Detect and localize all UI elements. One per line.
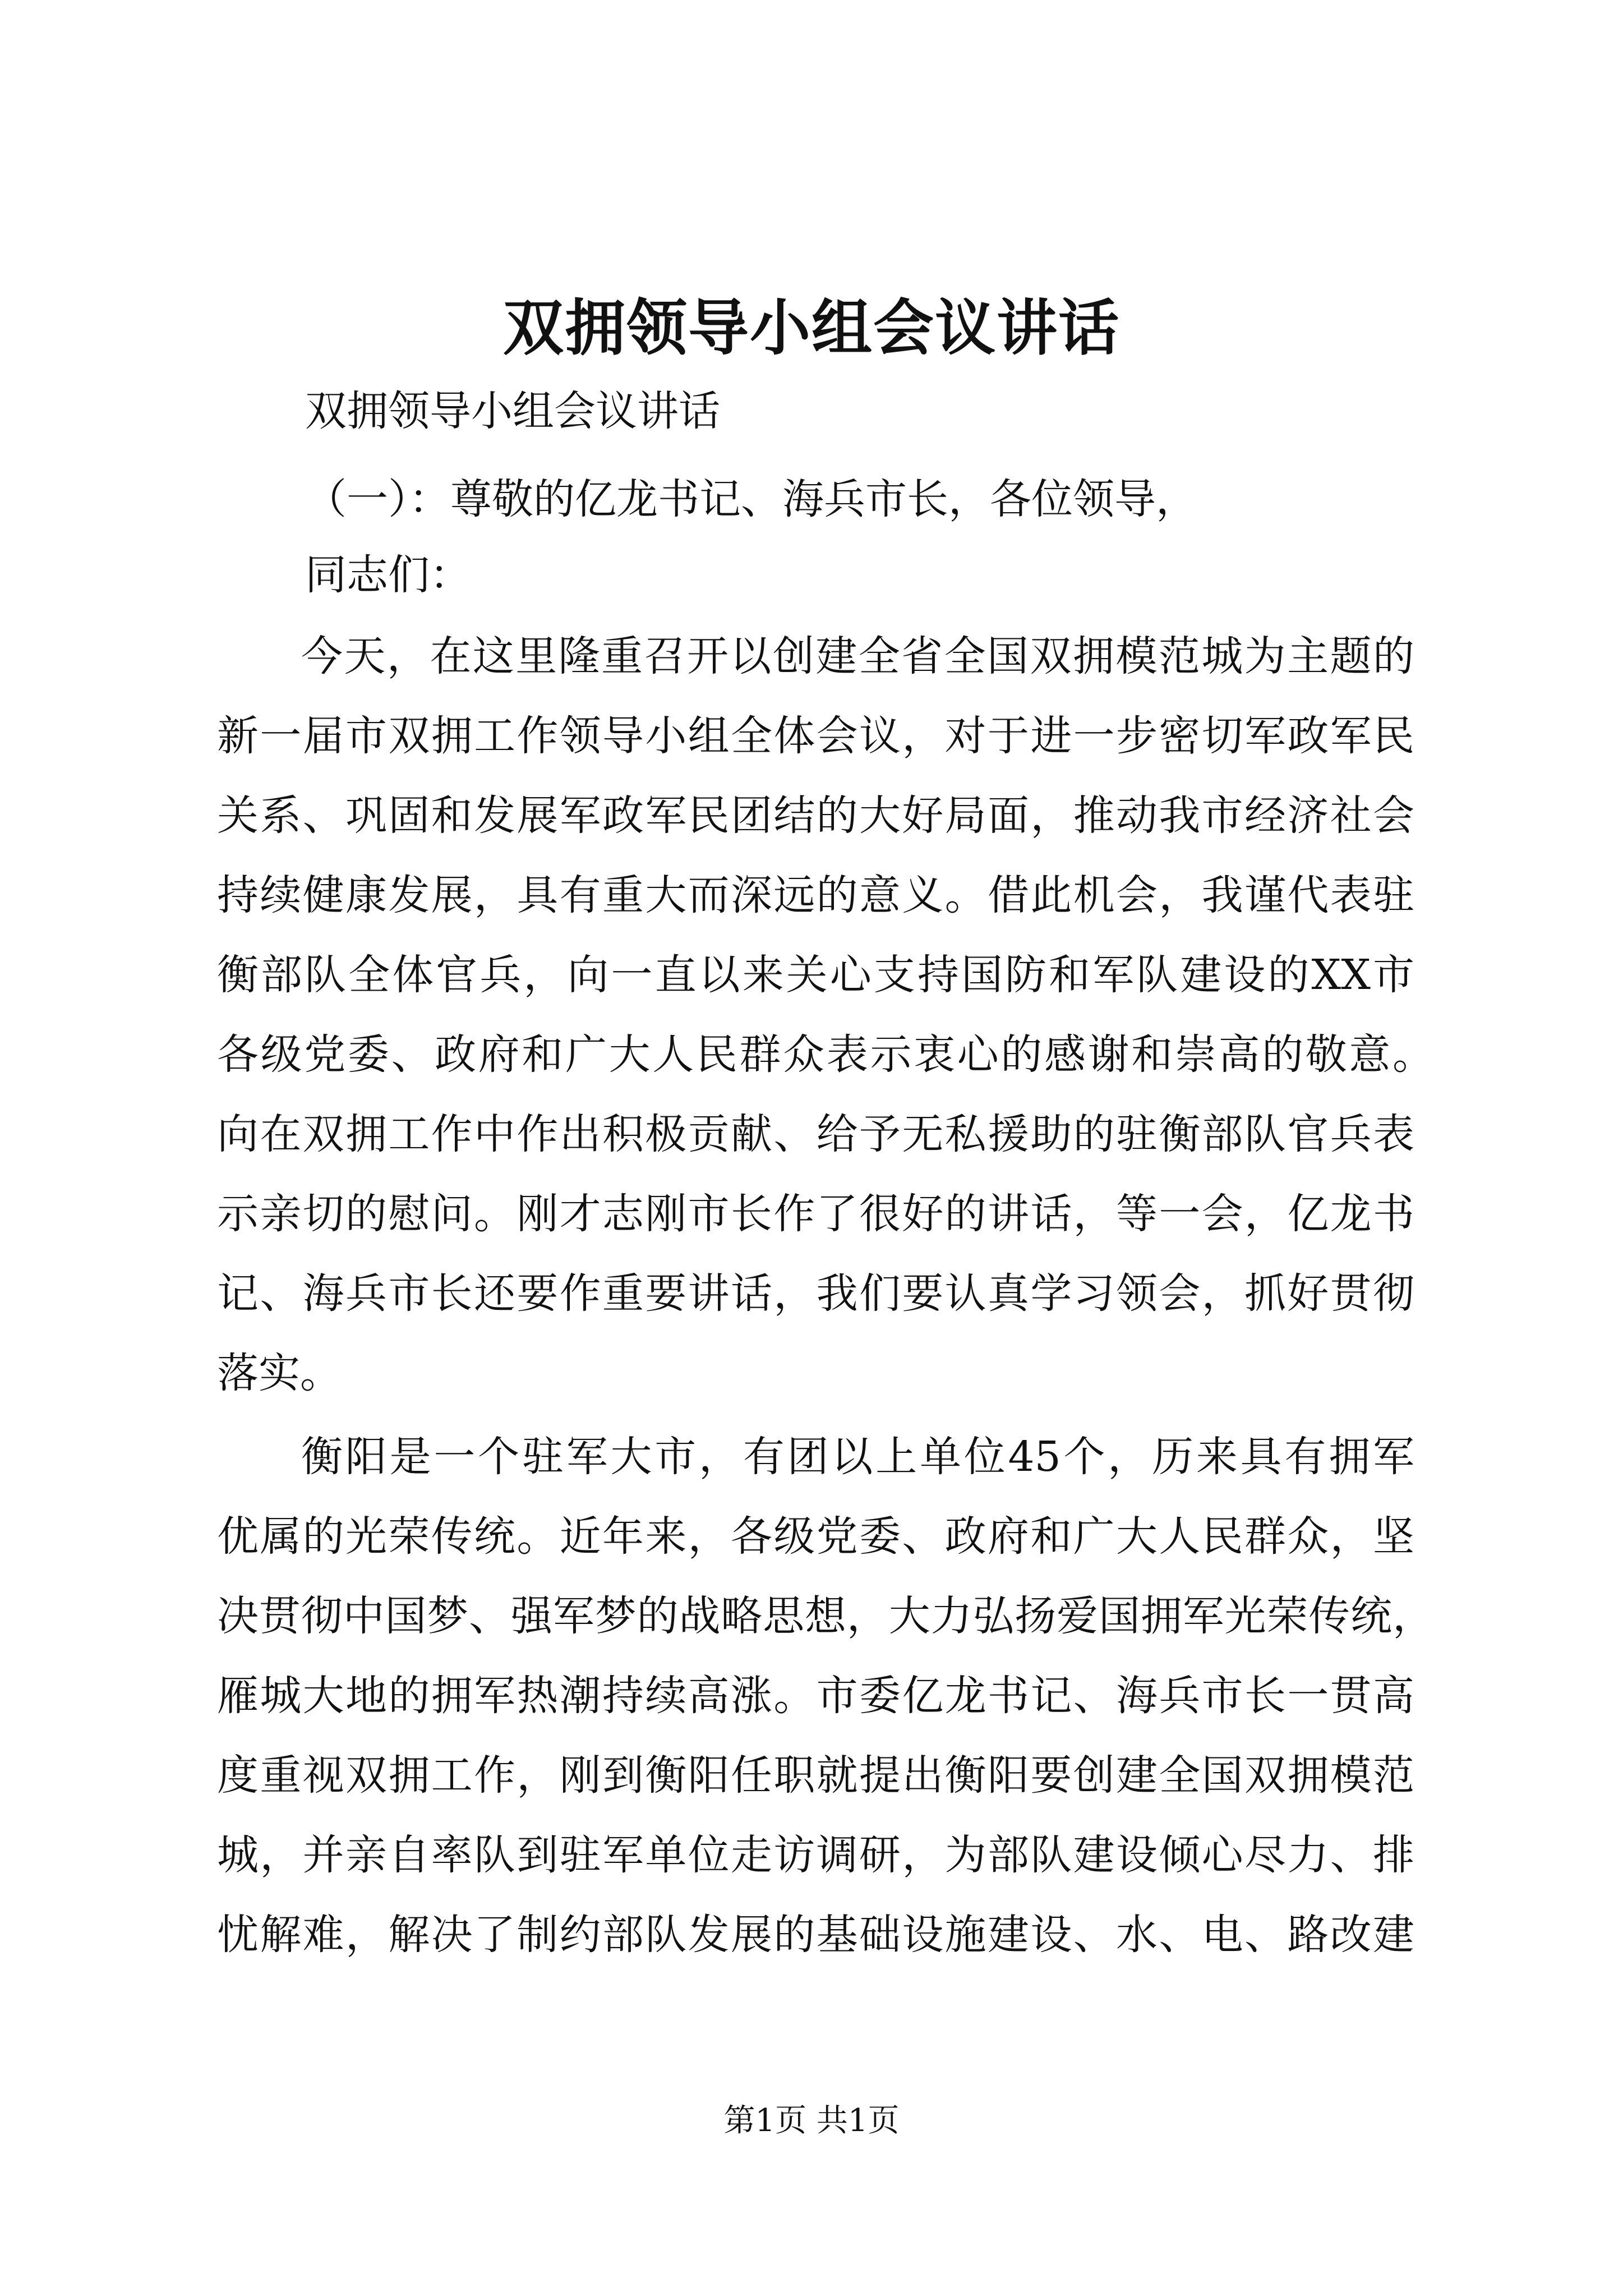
paragraph-line: 决贯彻中国梦、强军梦的战略思想，大力弘扬爱国拥军光荣传统， <box>217 1592 1434 1640</box>
paragraph-line: 向在双拥工作中作出积极贡献、给予无私援助的驻衡部队官兵表 <box>217 1110 1414 1158</box>
paragraph-line: 雁城大地的拥军热潮持续高涨。市委亿龙书记、海兵市长一贯高 <box>217 1672 1414 1720</box>
paragraph-line: 今天，在这里隆重召开以创建全省全国双拥模范城为主题的 <box>301 632 1414 680</box>
paragraph-line: 示亲切的慰问。刚才志刚市长作了很好的讲话，等一会，亿龙书 <box>217 1190 1414 1238</box>
paragraph-line: 落实。 <box>217 1349 342 1397</box>
paragraph-line: 衡阳是一个驻军大市，有团以上单位45个，历来具有拥军 <box>301 1433 1414 1481</box>
paragraph-line: 优属的光荣传统。近年来，各级党委、政府和广大人民群众，坚 <box>217 1512 1414 1561</box>
paragraph-line: 各级党委、政府和广大人民群众表示衷心的感谢和崇高的敬意。 <box>217 1030 1434 1079</box>
paragraph-line: 衡部队全体官兵，向一直以来关心支持国防和军队建设的XX市 <box>217 951 1414 999</box>
paragraph-line: 度重视双拥工作，刚到衡阳任职就提出衡阳要创建全国双拥模范 <box>217 1751 1414 1800</box>
paragraph-line: 关系、巩固和发展军政军民团结的大好局面，推动我市经济社会 <box>217 792 1414 840</box>
paragraph-line: 新一届市双拥工作领导小组全体会议，对于进一步密切军政军民 <box>217 712 1414 760</box>
document-title: 双拥领导小组会议讲话 <box>502 293 1120 364</box>
salutation-line-2: 同志们： <box>305 551 471 599</box>
paragraph-line: 持续健康发展，具有重大而深远的意义。借此机会，我谨代表驻 <box>217 871 1414 919</box>
paragraph-line: 忧解难，解决了制约部队发展的基础设施建设、水、电、路改建 <box>217 1911 1414 1959</box>
document-subtitle: 双拥领导小组会议讲话 <box>305 387 720 435</box>
page-footer: 第1页 共1页 <box>723 2102 900 2139</box>
salutation-line-1: （一）：尊敬的亿龙书记、海兵市长，各位领导， <box>305 475 1197 523</box>
paragraph-line: 城，并亲自率队到驻军单位走访调研，为部队建设倾心尽力、排 <box>217 1831 1414 1879</box>
paragraph-line: 记、海兵市长还要作重要讲话，我们要认真学习领会，抓好贯彻 <box>217 1269 1414 1318</box>
